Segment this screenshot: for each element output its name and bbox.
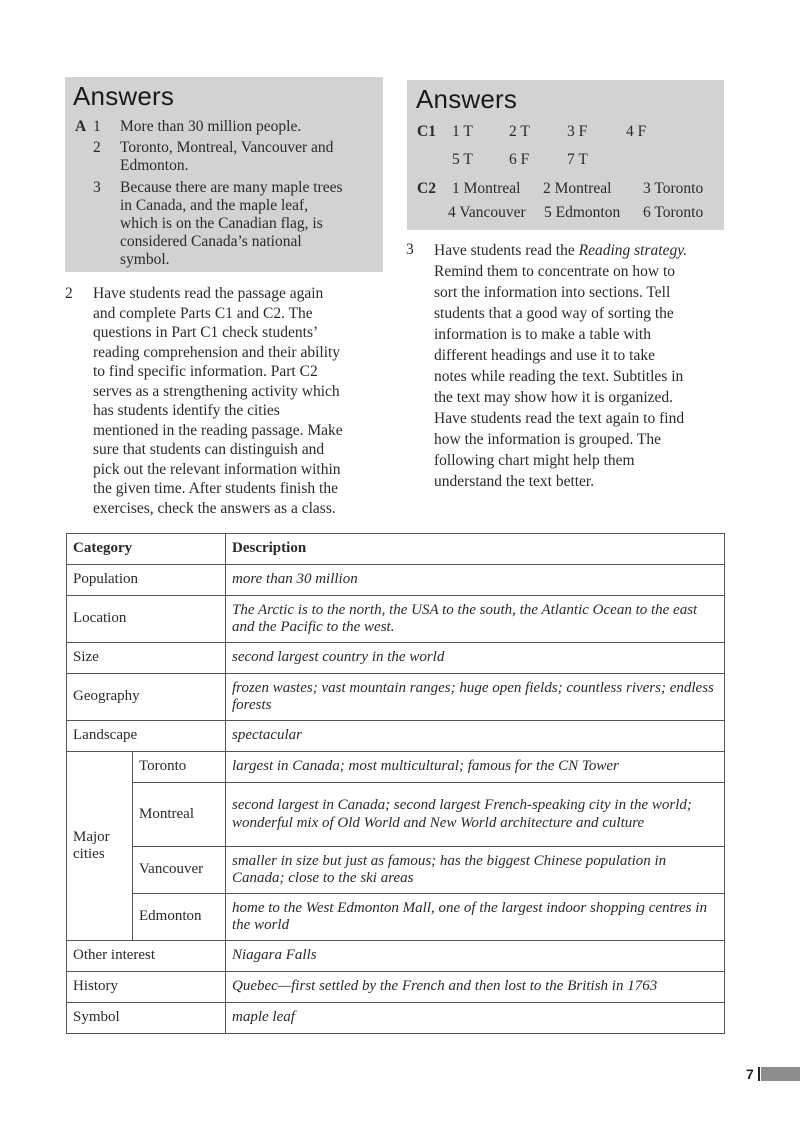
answers-a-item-1-num: 1 bbox=[93, 118, 101, 135]
para3-line: Remind them to concentrate on how to bbox=[434, 263, 676, 280]
para2-line: pick out the relevant information within bbox=[93, 460, 341, 478]
para2-line: serves as a strengthening activity which bbox=[93, 382, 340, 400]
para2-line: to find specific information. Part C2 bbox=[93, 363, 318, 380]
description-cell: maple leaf bbox=[226, 1003, 725, 1034]
answers-box-b bbox=[407, 80, 724, 230]
description-cell: second largest in Canada; second largest French-speaking city in the world; wonderful mix of Old World and New World architecture and culture bbox=[226, 783, 725, 847]
para3-line: how the information is grouped. The bbox=[434, 431, 662, 448]
description-cell: second largest country in the world bbox=[226, 643, 725, 674]
category-cell: Geography bbox=[67, 674, 226, 721]
para2-text bbox=[93, 284, 393, 518]
para3-line bbox=[434, 240, 734, 261]
answers-b-c2-item: 1 Montreal bbox=[452, 180, 521, 197]
answers-a-item-2-line: Toronto, Montreal, Vancouver and bbox=[120, 139, 334, 156]
para3-line: students that a good way of sorting the bbox=[434, 305, 674, 322]
para3-line: information is to make a table with bbox=[434, 326, 651, 343]
table-header-row bbox=[67, 534, 725, 565]
answers-a-item-3-line: Because there are many maple trees bbox=[120, 179, 343, 196]
para3-number: 3 bbox=[406, 241, 414, 258]
table-row bbox=[67, 596, 725, 643]
answers-a-item-3-line: considered Canada’s national bbox=[120, 233, 302, 250]
para3-line: sort the information into sections. Tell bbox=[434, 284, 671, 301]
para3-line: the text may show how it is organized. bbox=[434, 389, 674, 406]
category-cell: Population bbox=[67, 565, 226, 596]
answers-a-item-3-line: in Canada, and the maple leaf, bbox=[120, 197, 309, 214]
canada-info-table bbox=[66, 533, 725, 1034]
description-cell: smaller in size but just as famous; has the biggest Chinese population in Canada; close to the ski areas bbox=[226, 847, 725, 894]
description-cell: largest in Canada; most multicultural; famous for the CN Tower bbox=[226, 752, 725, 783]
table-row bbox=[67, 721, 725, 752]
answers-b-c1-item: 2 T bbox=[509, 123, 530, 140]
category-cell: Other interest bbox=[67, 941, 226, 972]
header-category: Category bbox=[67, 534, 226, 565]
table-row bbox=[67, 1003, 725, 1034]
answers-b-c1-item: 1 T bbox=[452, 123, 473, 140]
para2-line: Have students read the passage again bbox=[93, 285, 324, 302]
description-cell: home to the West Edmonton Mall, one of the largest indoor shopping centres in the world bbox=[226, 894, 725, 941]
table-row bbox=[67, 752, 725, 783]
para2-number: 2 bbox=[65, 285, 73, 302]
para2-line: the given time. After students finish the bbox=[93, 480, 338, 497]
answers-b-c2-item: 4 Vancouver bbox=[448, 204, 526, 221]
city-cell: Toronto bbox=[133, 752, 226, 783]
para3-text bbox=[434, 240, 734, 492]
para2-line: reading comprehension and their ability bbox=[93, 343, 341, 361]
answers-a-section-label: A bbox=[75, 118, 87, 135]
para2-line: exercises, check the answers as a class. bbox=[93, 499, 336, 517]
table-row bbox=[67, 783, 725, 847]
table-row bbox=[67, 565, 725, 596]
answers-a-item-3-line: which is on the Canadian flag, is bbox=[120, 215, 323, 232]
para2-line: questions in Part C1 check students’ bbox=[93, 324, 319, 341]
answers-b-c1-item: 3 F bbox=[567, 123, 588, 140]
answers-b-c1-item: 4 F bbox=[626, 123, 647, 140]
para3-line1-text: Have students read the bbox=[434, 242, 579, 259]
answers-a-item-3-line: symbol. bbox=[120, 251, 170, 268]
header-description: Description bbox=[226, 534, 725, 565]
answers-a-item-2-line: Edmonton. bbox=[120, 157, 189, 174]
page-bar bbox=[761, 1067, 800, 1081]
table-row bbox=[67, 847, 725, 894]
major-cities-label: Major cities bbox=[67, 752, 133, 941]
para3-line: different headings and use it to take bbox=[434, 347, 655, 364]
answers-a-item-3-num: 3 bbox=[93, 179, 101, 196]
answers-b-c2-item: 6 Toronto bbox=[643, 204, 704, 221]
answers-b-c2-label: C2 bbox=[417, 180, 436, 197]
answers-b-c2-item: 3 Toronto bbox=[643, 180, 704, 197]
city-cell: Edmonton bbox=[133, 894, 226, 941]
answers-b-c1-item: 5 T bbox=[452, 151, 473, 168]
table-row bbox=[67, 674, 725, 721]
page-number: 7 bbox=[746, 1066, 754, 1082]
reading-strategy-text: Reading strategy. bbox=[578, 242, 688, 259]
para3-line: following chart might help them bbox=[434, 452, 635, 469]
description-cell: Niagara Falls bbox=[226, 941, 725, 972]
description-cell: more than 30 million bbox=[226, 565, 725, 596]
table-row bbox=[67, 941, 725, 972]
table-row bbox=[67, 643, 725, 674]
answers-b-c1-label: C1 bbox=[417, 123, 436, 140]
table-row bbox=[67, 972, 725, 1003]
answers-b-title: Answers bbox=[416, 84, 518, 114]
description-cell: spectacular bbox=[226, 721, 725, 752]
answers-a-item-1-line: More than 30 million people. bbox=[120, 118, 302, 135]
description-cell: Quebec—first settled by the French and then lost to the British in 1763 bbox=[226, 972, 725, 1003]
para2-line: and complete Parts C1 and C2. The bbox=[93, 304, 313, 322]
category-cell: Size bbox=[67, 643, 226, 674]
answers-a-title: Answers bbox=[73, 81, 175, 111]
para2-line: sure that students can distinguish and bbox=[93, 441, 325, 458]
category-cell: Symbol bbox=[67, 1003, 226, 1034]
answers-a-item-2-num: 2 bbox=[93, 139, 101, 156]
answers-box-a bbox=[65, 77, 383, 272]
para3-line: understand the text better. bbox=[434, 473, 595, 490]
category-cell: Location bbox=[67, 596, 226, 643]
page-tick-mark bbox=[758, 1067, 760, 1081]
description-cell: The Arctic is to the north, the USA to the south, the Atlantic Ocean to the east and the Pacific to the west. bbox=[226, 596, 725, 643]
answers-b-c2-item: 2 Montreal bbox=[543, 180, 612, 197]
category-cell: History bbox=[67, 972, 226, 1003]
answers-b-c1-item: 6 F bbox=[509, 151, 530, 168]
answers-b-c1-item: 7 T bbox=[567, 151, 588, 168]
answers-b-c2-item: 5 Edmonton bbox=[544, 204, 621, 221]
city-cell: Vancouver bbox=[133, 847, 226, 894]
para2-line: mentioned in the reading passage. Make bbox=[93, 421, 343, 439]
para3-line: Have students read the text again to find bbox=[434, 410, 685, 427]
description-cell: frozen wastes; vast mountain ranges; huge open fields; countless rivers; endless forests bbox=[226, 674, 725, 721]
para3-line: notes while reading the text. Subtitles in bbox=[434, 368, 684, 385]
para2-line: has students identify the cities bbox=[93, 402, 280, 419]
table-row bbox=[67, 894, 725, 941]
city-cell: Montreal bbox=[133, 783, 226, 847]
category-cell: Landscape bbox=[67, 721, 226, 752]
